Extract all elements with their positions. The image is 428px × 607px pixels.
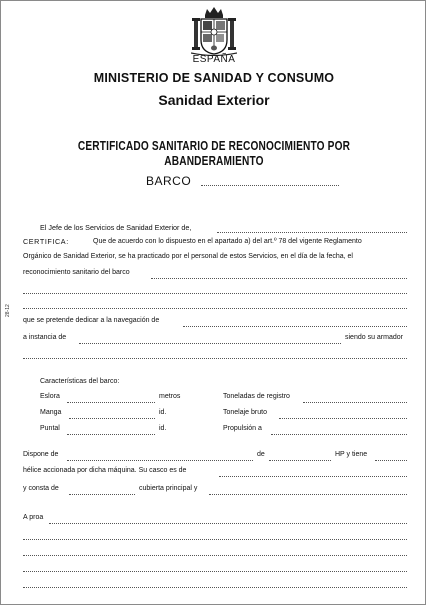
department-name: Sanidad Exterior bbox=[158, 92, 270, 108]
consta-label: y consta de bbox=[23, 485, 59, 492]
blank-line-1[interactable] bbox=[23, 293, 407, 294]
owner-text: siendo su armador bbox=[345, 334, 403, 341]
cubierta-field[interactable] bbox=[209, 494, 407, 495]
country-name: ESPAÑA bbox=[192, 54, 236, 65]
hp-label: HP y tiene bbox=[335, 451, 368, 458]
manga-unit: id. bbox=[159, 409, 167, 416]
margin-code: 28-12 bbox=[5, 304, 11, 317]
document-title: CERTIFICADO SANITARIO DE RECONOCIMIENTO POR ABANDERAMIENTO bbox=[77, 138, 351, 168]
propulsion-label: Propulsión a bbox=[223, 425, 262, 432]
toneladas-registro-label: Toneladas de registro bbox=[223, 393, 290, 400]
puntal-unit: id. bbox=[159, 425, 167, 432]
proa-line-4[interactable] bbox=[23, 571, 407, 572]
hp-field[interactable] bbox=[269, 460, 331, 461]
ship-label: BARCO bbox=[146, 174, 192, 188]
cubierta-text: cubierta principal y bbox=[139, 485, 198, 492]
proa-line-3[interactable] bbox=[23, 555, 407, 556]
body-line-2: Orgánico de Sanidad Exterior, se ha practicado por el personal de estos Servicios, en el día de la fecha, el bbox=[23, 253, 353, 260]
body-line-3: reconocimiento sanitario del barco bbox=[23, 269, 130, 276]
navigation-field[interactable] bbox=[183, 326, 407, 327]
manga-field[interactable] bbox=[69, 418, 155, 419]
proa-line-2[interactable] bbox=[23, 539, 407, 540]
navigation-text: que se pretende dedicar a la navegación de bbox=[23, 317, 160, 324]
propulsion-field[interactable] bbox=[271, 434, 407, 435]
proa-label: A proa bbox=[23, 514, 44, 521]
eslora-label: Eslora bbox=[40, 393, 60, 400]
puntal-field[interactable] bbox=[67, 434, 155, 435]
casco-field[interactable] bbox=[219, 476, 407, 477]
requester-field[interactable] bbox=[79, 343, 341, 344]
engine-field[interactable] bbox=[67, 460, 253, 461]
certifica-label: CERTIFICA: bbox=[23, 237, 69, 246]
hp-tiene-field[interactable] bbox=[375, 460, 407, 461]
proa-line-5[interactable] bbox=[23, 587, 407, 588]
certifica-text: Que de acuerdo con lo dispuesto en el apartado a) del art.º 78 del vigente Reglamento bbox=[93, 238, 362, 245]
proa-field[interactable] bbox=[49, 523, 407, 524]
ministry-name: MINISTERIO DE SANIDAD Y CONSUMO bbox=[93, 71, 335, 85]
helice-text: hélice accionada por dicha máquina. Su casco es de bbox=[23, 467, 187, 474]
tonelaje-bruto-field[interactable] bbox=[279, 418, 407, 419]
intro-text: El Jefe de los Servicios de Sanidad Exterior de, bbox=[40, 223, 192, 232]
toneladas-registro-field[interactable] bbox=[303, 402, 407, 403]
blank-line-2[interactable] bbox=[23, 308, 407, 309]
request-text: a instancia de bbox=[23, 334, 67, 341]
de-label: de bbox=[257, 451, 265, 458]
ship-recognized-field[interactable] bbox=[151, 278, 407, 279]
characteristics-heading: Características del barco: bbox=[40, 378, 120, 385]
manga-label: Manga bbox=[40, 409, 62, 416]
dispone-label: Dispone de bbox=[23, 451, 59, 458]
tonelaje-bruto-label: Tonelaje bruto bbox=[223, 409, 267, 416]
office-field[interactable] bbox=[217, 232, 407, 233]
ship-name-field[interactable] bbox=[201, 185, 339, 186]
eslora-field[interactable] bbox=[67, 402, 155, 403]
puntal-label: Puntal bbox=[40, 425, 60, 432]
metros-unit: metros bbox=[159, 393, 181, 400]
consta-field[interactable] bbox=[69, 494, 135, 495]
owner-field[interactable] bbox=[23, 358, 407, 359]
spain-coat-of-arms-icon bbox=[191, 6, 237, 56]
